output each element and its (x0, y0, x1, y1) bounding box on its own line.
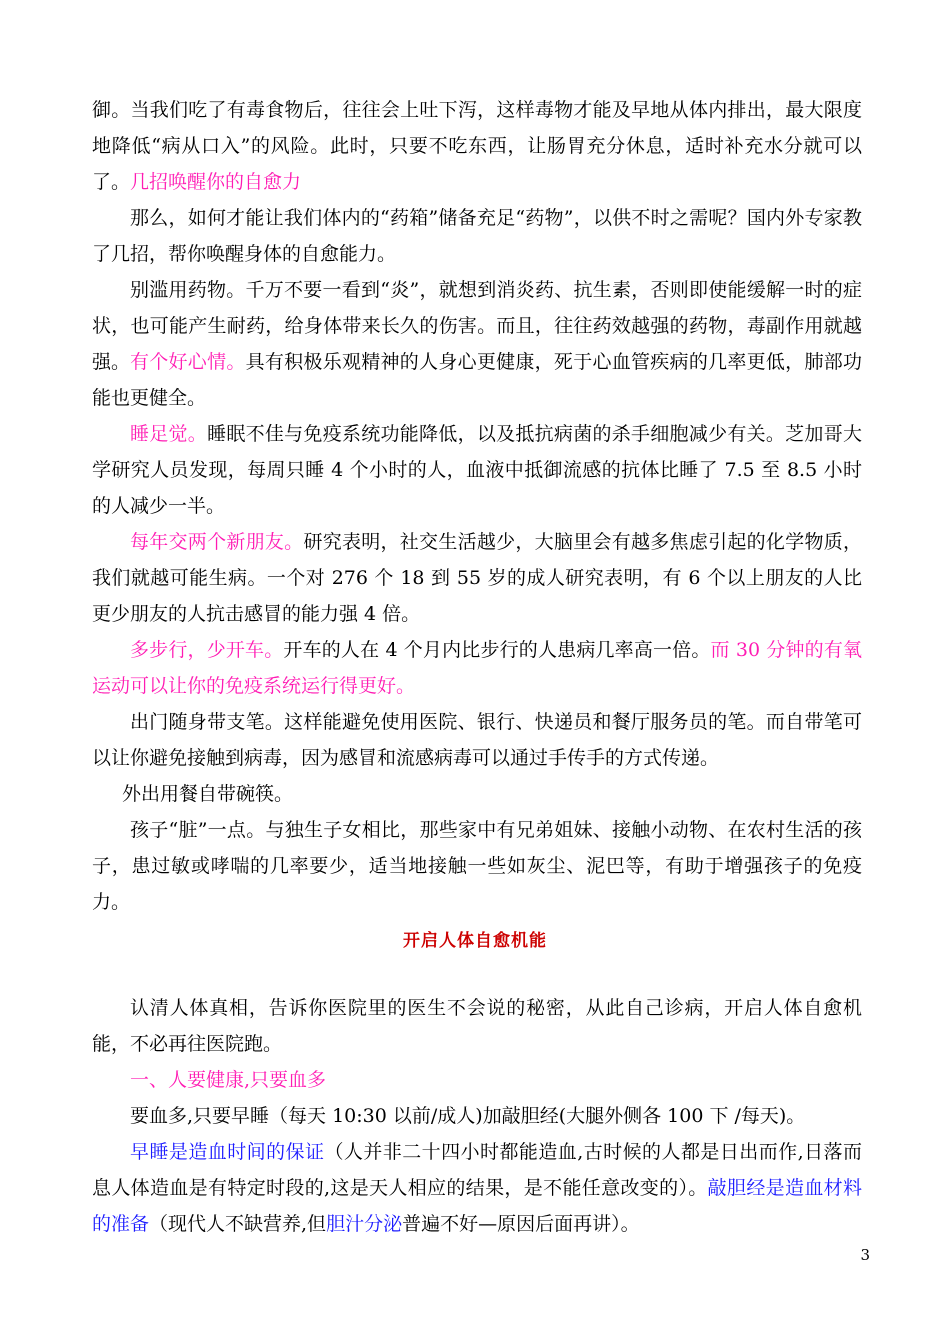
paragraph-utensils: 外出用餐自带碗筷。 (122, 783, 294, 805)
subheading-tips: 几招唤醒你的自愈力 (130, 171, 302, 193)
paragraph-mood (92, 344, 862, 416)
section-title: 开启人体自愈机能 (403, 931, 547, 951)
tip-walking-text: 开车的人在 4 个月内比步行的人患病几率高一倍。 (283, 639, 711, 661)
page-number: 3 (860, 1246, 870, 1264)
tip-mood-text: 具有积极乐观精神的人身心更健康，死于心血管疾病的几率更低，肺部功能也更健全。 (92, 351, 862, 409)
bile-text: 普遍不好—原因后面再讲）。 (402, 1213, 640, 1235)
tip-friends-label: 每年交两个新朋友。 (130, 531, 304, 553)
bile-label: 胆汁分泌 (326, 1213, 403, 1235)
paragraph-friends (92, 524, 862, 632)
subheading-blood: 一、人要健康,只要血多 (130, 1069, 327, 1091)
early-sleep-label: 早睡是造血时间的保证 (130, 1141, 325, 1163)
tip-friends-text: 研究表明，社交生活越少，大脑里会有越多焦虑引起的化学物质，我们就越可能生病。一个对 276 个 18 到 55 岁的成人研究表明，有 6 个以上朋友的人比更少朋友的人抗击感冒的能力强 4 倍。 (92, 531, 862, 625)
paragraph-sleep (92, 416, 862, 524)
tip-sleep-label: 睡足觉。 (130, 423, 208, 445)
gallbladder-label: 敲胆经是造血材料的准备 (92, 1177, 862, 1235)
paragraph-walking (92, 632, 862, 704)
paragraph-self-healing: 认清人体真相，告诉你医院里的医生不会说的秘密，从此自己诊病，开启人体自愈机能，不必再往医院跑。 (92, 997, 862, 1055)
paragraph-medicine: 别滥用药物。千万不要一看到“炎”，就想到消炎药、抗生素，否则即使能缓解一时的症状，也可能产生耐药，给身体带来长久的伤害。而且，往往药效越强的药物，毒副作用就越强。 (92, 279, 862, 373)
paragraph-pen: 出门随身带支笔。这样能避免使用医院、银行、快递员和餐厅服务员的笔。而自带笔可以让你避免接触到病毒，因为感冒和流感病毒可以通过手传手的方式传递。 (92, 711, 862, 769)
tip-sleep-text: 睡眠不佳与免疫系统功能降低，以及抵抗病菌的杀手细胞减少有关。芝加哥大学研究人员发现，每周只睡 4 个小时的人，血液中抵御流感的抗体比睡了 7.5 至 8.5 小时的人减少一半。 (92, 423, 862, 517)
tip-walking-tail: 而 30 分钟的有氧运动可以让你的免疫系统运行得更好。 (92, 639, 862, 697)
paragraph-children: 孩子“脏”一点。与独生子女相比，那些家中有兄弟姐妹、接触小动物、在农村生活的孩子，患过敏或哮喘的几率要少，适当地接触一些如灰尘、泥巴等，有助于增强孩子的免疫力。 (92, 819, 862, 913)
early-sleep-text: （人并非二十四小时都能造血,古时候的人都是日出而作,日落而息人体造血是有特定时段的,这是天人相应的结果，是不能任意改变的）。 (92, 1141, 862, 1199)
gallbladder-text: （现代人不缺营养,但 (149, 1213, 327, 1235)
paragraph-intro: 御。当我们吃了有毒食物后，往往会上吐下泻，这样毒物才能及早地从体内排出，最大限度地降低“病从口入”的风险。此时，只要不吃东西，让肠胃充分休息，适时补充水分就可以了。 (92, 99, 862, 193)
paragraph-tips-intro: 那么，如何才能让我们体内的“药箱”储备充足“药物”，以供不时之需呢？国内外专家教了几招，帮你唤醒身体的自愈能力。 (92, 207, 862, 265)
tip-mood-label: 有个好心情。 (130, 351, 246, 373)
paragraph-blood-detail (92, 1134, 862, 1242)
paragraph-blood-method: 要血多,只要早睡（每天 10:30 以前/成人)加敲胆经(大腿外侧各 100 下 /每天)。 (130, 1105, 806, 1127)
tip-walking-label: 多步行，少开车。 (130, 639, 284, 661)
